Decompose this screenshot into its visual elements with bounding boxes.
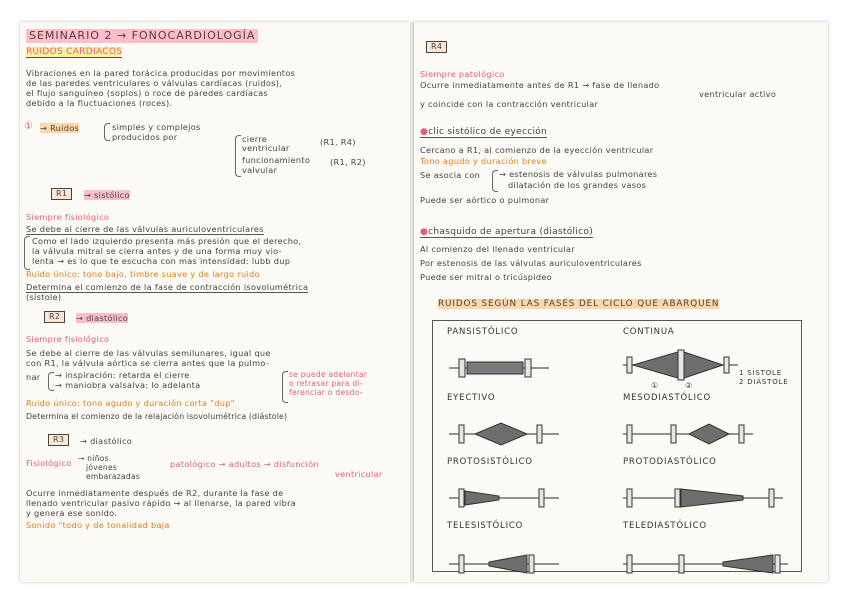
label-mesodiastolico: MESODIASTÓLICO (623, 393, 712, 403)
r4-badge: R4 (426, 41, 447, 53)
r1-cierre: Se debe al cierre de las válvulas auriculoventriculares (26, 224, 264, 234)
r3-fisiologico: Fisiológico (26, 458, 72, 468)
telesistolico-diagram (449, 549, 559, 579)
r4-l2b: ventricular activo (699, 89, 777, 99)
classif-funcionamiento: funcionamiento (242, 155, 311, 165)
protodiastolico-diagram (623, 483, 783, 513)
protosistolico-diagram (449, 483, 559, 513)
classif-producidos: producidos por (112, 132, 178, 142)
label-eyectivo: EYECTIVO (447, 393, 496, 403)
r2-note-brace (282, 371, 288, 403)
clic-l1: Cercano a R1, al comienzo de la eyección ventricular (420, 145, 654, 155)
r2-type: → diastólico (76, 313, 129, 323)
chasquido-l2: Por estenosis de las válvulas auriculoventriculares (420, 258, 642, 268)
clic-brace (492, 170, 498, 192)
r3-patologico: patológico → adultos → disfunción (170, 459, 319, 469)
legend-diastole: 2 DIÁSTOLE (739, 378, 789, 386)
r3-ninos: → niños (78, 454, 109, 463)
r3-type: → diastólico (80, 436, 133, 446)
clic-l3: Se asocia con (420, 170, 481, 180)
r2-nar: nar (26, 372, 41, 382)
label-protodiastolico: PROTODIASTÓLICO (623, 457, 717, 467)
intro-line-1: Vibraciones en la pared torácica producidas por movimientos (26, 68, 296, 78)
label-telesistolico: TELESISTÓLICO (447, 521, 524, 531)
r1-ruido-unico: Ruido único: tono bajo, timbre suave y de largo ruido (26, 269, 260, 279)
label-continua: CONTINUA (623, 327, 675, 337)
r1-brace (24, 236, 30, 270)
r1-siempre: Siempre fisiológico (26, 212, 110, 222)
classif-brace (104, 123, 110, 141)
classif-r1r2: (R1, R2) (330, 157, 366, 167)
r3-l3: y genera ese sonido. (26, 508, 118, 518)
label-pansistolico: PANSISTÓLICO (447, 327, 519, 337)
marker-2: ② (685, 381, 693, 390)
r2-l2: Se debe al cierre de las válvulas semilunares, igual que (26, 348, 271, 358)
clic-b1: → estenosis de válvulas pulmonares (499, 169, 658, 179)
classif-cierre: cierre (242, 134, 268, 144)
r2-determina: Determina el comienzo de la relajación isovolumétrica (diástole) (26, 412, 288, 421)
r4-siempre: Siempre patológico (420, 69, 505, 79)
item-number: ① (24, 121, 34, 132)
r1-p3: lenta → es lo que te escucha con mas intensidad: lubb dup (32, 256, 291, 266)
r2-note-2: o retrasar para di- (289, 379, 363, 388)
r2-ruido-unico: Ruido único: tono agudo y duración corta "dup" (26, 398, 235, 408)
legend-sistole: 1 SÍSTOLE (739, 369, 782, 377)
continua-diagram (623, 347, 738, 383)
intro-line-3: el flujo sanguíneo (soplos) o roce de paredes cardíacas (26, 88, 268, 98)
classif-ventricular: ventricular (242, 143, 290, 153)
clic-l4: Puede ser aórtico o pulmonar (420, 195, 550, 205)
r3-embarazadas: embarazadas (86, 472, 141, 481)
r1-badge: R1 (51, 188, 72, 200)
r2-note-1: se puede adelantar (289, 370, 368, 379)
page-title: SEMINARIO 2 → FONOCARDIOLOGÍA (26, 29, 258, 43)
left-notebook-page (20, 22, 410, 582)
fases-title: RUIDOS SEGÚN LAS FASES DEL CICLO QUE ABARQUEN (438, 299, 720, 309)
r1-determina: Determina el comienzo de la fase de contracción isovolumétrica (26, 282, 309, 292)
r2-note-3: ferenciar o desdo- (289, 388, 363, 397)
intro-line-4: debido a la fluctuaciones (roces). (26, 98, 173, 108)
chasquido-l1: Al comienzo del llenado ventricular (420, 244, 575, 254)
r1-type: → sistólico (84, 190, 130, 200)
r2-valsalva: → maniobra valsalva: lo adelanta (55, 380, 201, 390)
r3-badge: R3 (48, 434, 69, 446)
pansistolico-diagram (449, 353, 549, 383)
r1-sistole: (sístole) (26, 292, 62, 302)
right-notebook-page (414, 22, 828, 582)
classif-r1r4: (R1, R4) (320, 137, 356, 147)
r2-inspiracion: → inspiración: retarda el cierre (55, 370, 190, 380)
r3-ventricular: ventricular (335, 469, 383, 479)
telediastolico-diagram (623, 549, 788, 579)
r1-p2: la válvula mitral se cierra antes y de una forma muy vio- (32, 246, 282, 256)
ruidos-label: → Ruidos (40, 123, 80, 133)
r4-l2: Ocurre inmediatamente antes de R1 → fase de llenado (420, 80, 660, 90)
r1-p1: Como el lado izquierdo presenta más presión que el derecho, (32, 236, 302, 246)
eyectivo-diagram (449, 419, 559, 449)
clic-title: ●clic sistólico de eyección (420, 127, 548, 137)
clic-l2: Tono agudo y duración breve (420, 156, 547, 166)
r3-l2: llenado ventricular pasivo rápido → al llenarse, la pared vibra (26, 498, 297, 508)
label-protosistolico: PROTOSISTÓLICO (447, 457, 533, 467)
chasquido-title: ●chasquido de apertura (diastólico) (420, 227, 594, 237)
section-heading: RUIDOS CARDIACOS (26, 47, 123, 57)
r3-l1: Ocurre inmediatamente después de R2, durante la fase de (26, 488, 284, 498)
r4-l3: y coincide con la contracción ventricular (420, 99, 599, 109)
label-telediastolico: TELEDIASTÓLICO (623, 521, 707, 531)
murmur-diagram-panel (432, 320, 802, 572)
clic-b2: dilatación de los grandes vasos (508, 180, 647, 190)
r2-siempre: Siempre fisiológico (26, 334, 110, 344)
mesodiastolico-diagram (623, 419, 753, 449)
chasquido-l3: Puede ser mitral o tricúspideo (420, 272, 552, 282)
classif-valvular: valvular (242, 165, 278, 175)
intro-line-2: de las paredes ventriculares o válvulas cardíacas (ruidos), (26, 78, 283, 88)
r2-brace (48, 372, 54, 391)
classif-sub-brace (235, 135, 241, 177)
r2-badge: R2 (44, 311, 65, 323)
classif-simple: simples y complejos (112, 122, 201, 132)
marker-1: ① (651, 381, 659, 390)
r3-jovenes: jóvenes (86, 463, 118, 472)
r2-l3: con R1, la válvula aórtica se cierra antes que la pulmo- (26, 358, 270, 368)
r3-sonido: Sonido "todo y de tonalidad baja (26, 520, 170, 530)
